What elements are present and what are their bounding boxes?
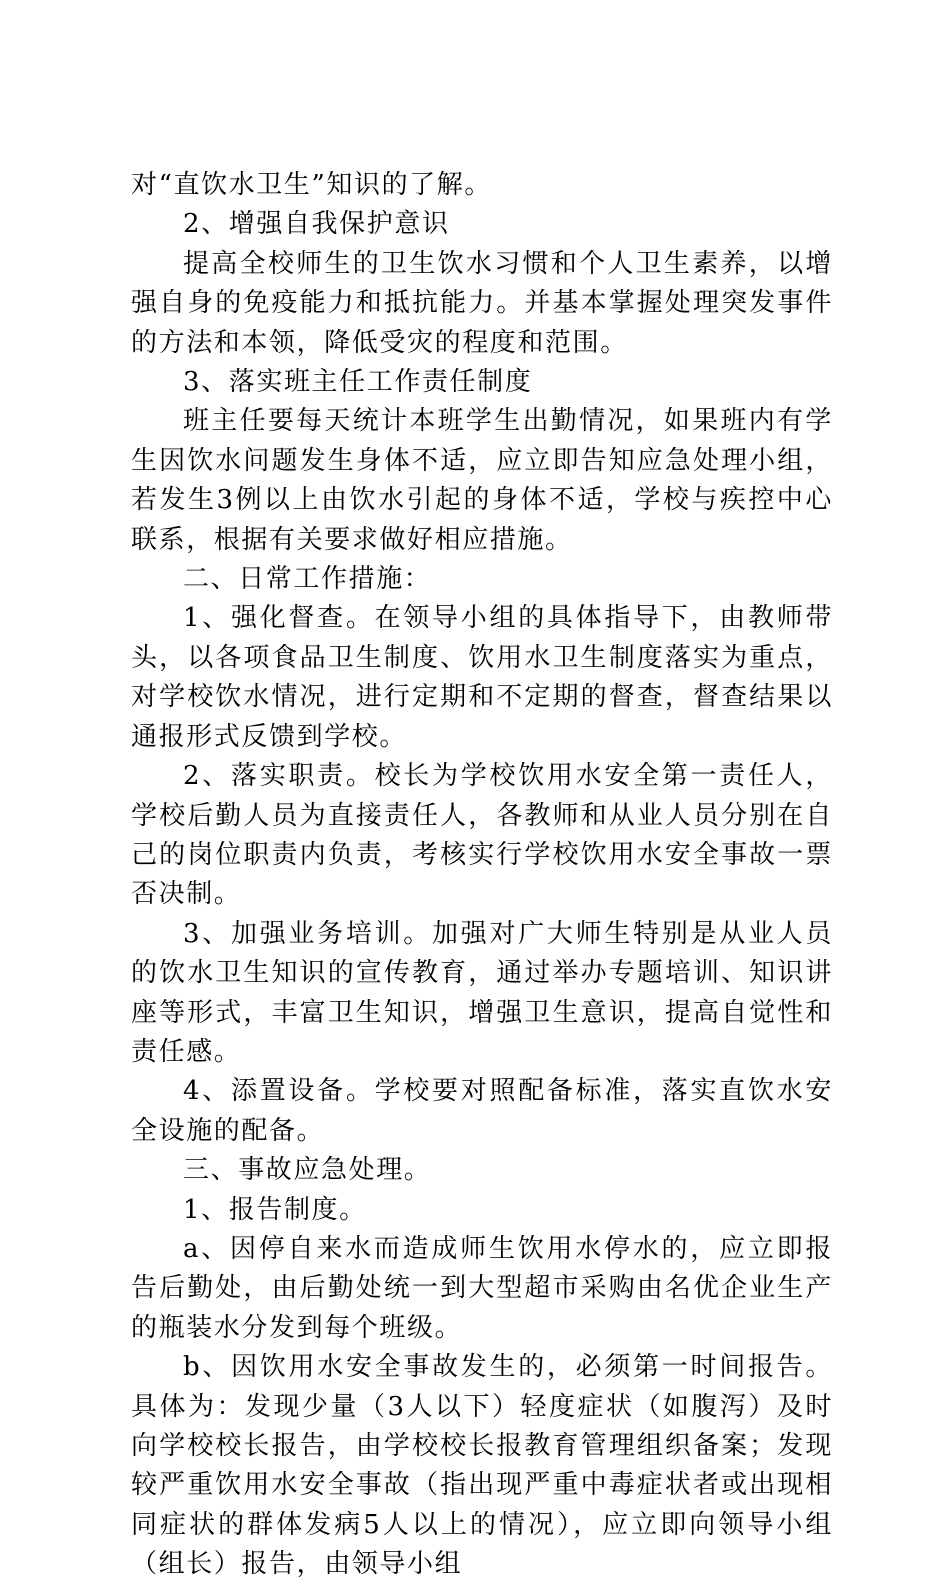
paragraph-report-a: a、因停自来水而造成师生饮用水停水的，应立即报告后勤处，由后勤处统一到大型超市采购由名优企业生产的瓶装水分发到每个班级。	[131, 1233, 833, 1343]
paragraph-class-teacher-responsibility: 班主任要每天统计本班学生出勤情况，如果班内有学生因饮水问题发生身体不适，应立即告知应急处理小组，若发生3例以上由饮水引起的身体不适，学校与疾控中心联系，根据有关要求做好相应措施。	[131, 406, 833, 555]
paragraph-supervision: 1、强化督查。在领导小组的具体指导下，由教师带头，以各项食品卫生制度、饮用水卫生制度落实为重点，对学校饮水情况，进行定期和不定期的督查，督查结果以通报形式反馈到学校。	[131, 603, 833, 752]
paragraph-equipment: 4、添置设备。学校要对照配备标准，落实直饮水安全设施的配备。	[131, 1076, 833, 1146]
heading-reporting-system: 1、报告制度。	[183, 1194, 367, 1225]
heading-daily-measures: 二、日常工作措施：	[183, 564, 432, 595]
heading-self-protection: 2、增强自我保护意识	[183, 209, 450, 240]
document-body	[131, 166, 833, 1585]
paragraph-continuation: 对“直饮水卫生”知识的了解。	[131, 170, 492, 200]
paragraph-responsibilities: 2、落实职责。校长为学校饮用水安全第一责任人，学校后勤人员为直接责任人，各教师和从业人员分别在自己的岗位职责内负责，考核实行学校饮用水安全事故一票否决制。	[131, 761, 833, 910]
paragraph-training: 3、加强业务培训。加强对广大师生特别是从业人员的饮水卫生知识的宣传教育，通过举办专题培训、知识讲座等形式，丰富卫生知识，增强卫生意识，提高自觉性和责任感。	[131, 918, 833, 1067]
heading-class-teacher-responsibility: 3、落实班主任工作责任制度	[183, 367, 533, 398]
paragraph-report-b: b、因饮用水安全事故发生的，必须第一时间报告。具体为：发现少量（3人以下）轻度症状（如腹泻）及时向学校校长报告，由学校校长报教育管理组织备案；发现较严重饮用水安全事故（指出现严重中毒症状者或出现相同症状的群体发病5人以上的情况），应立即向领导小组（组长）报告，由领导小组	[131, 1352, 833, 1580]
heading-emergency-handling: 三、事故应急处理。	[183, 1155, 432, 1186]
paragraph-self-protection: 提高全校师生的卫生饮水习惯和个人卫生素养，以增强自身的免疫能力和抵抗能力。并基本掌握处理突发事件的方法和本领，降低受灾的程度和范围。	[131, 248, 833, 358]
